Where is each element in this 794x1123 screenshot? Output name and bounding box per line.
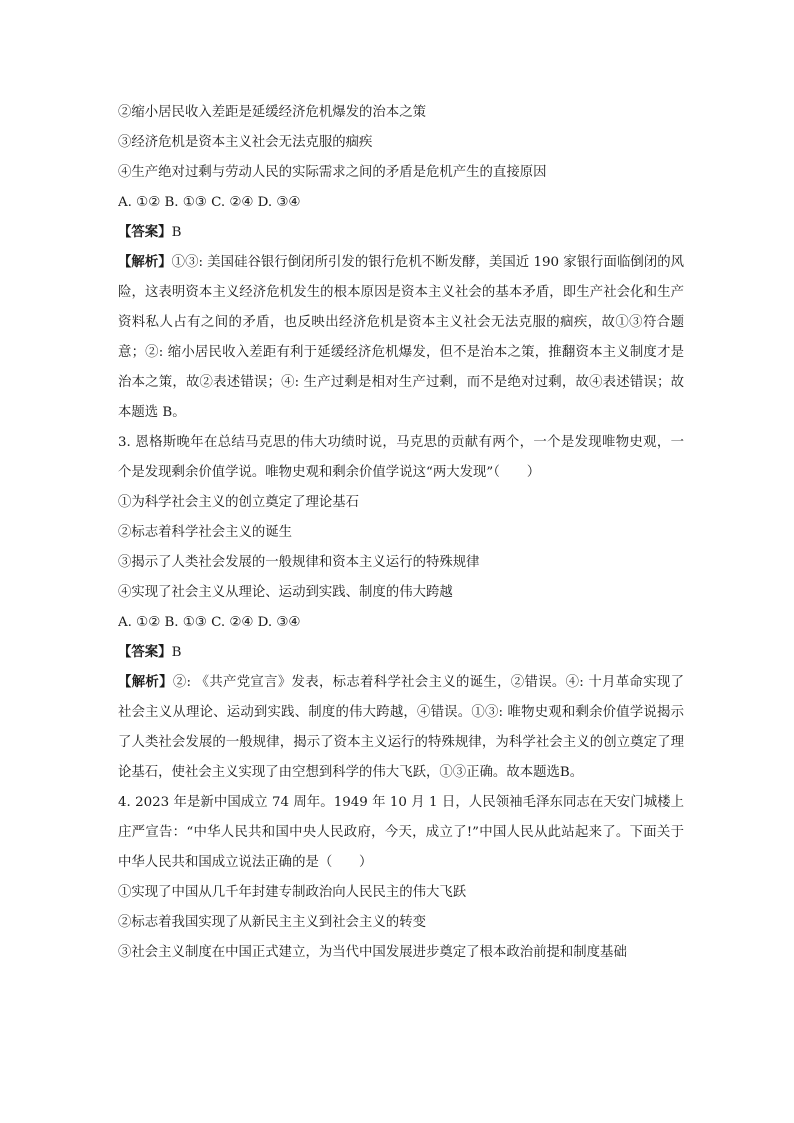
q4-option-2: ②标志着我国实现了从新民主主义到社会主义的转变 — [118, 915, 426, 930]
q2-option-4: ④生产绝对过剩与劳动人民的实际需求之间的矛盾是危机产生的直接原因 — [118, 165, 547, 180]
q2-option-2: ②缩小居民收入差距是延缓经济危机爆发的治本之策 — [118, 105, 426, 120]
q3-option-2: ②标志着科学社会主义的诞生 — [118, 525, 293, 540]
q3-choices: A. ①② B. ①③ C. ②④ D. ③④ — [118, 615, 301, 630]
analysis-text: ②: 《共产党宣言》发表，标志着科学社会主义的诞生，②错误。④: 十月革命实现了社会主义从理论、运动到实践、制度的伟大跨越，④错误。①③: 唯物史观和剩余价值学说揭示了人类社会发展的一般规律，揭示了资本主义运行的特殊规律，为科学社会主义的创立奠定了理论基石，使社会主义实现了由空想到科学的伟大飞跃，①③正确。故本题选B。 — [118, 675, 685, 780]
q3-answer — [118, 638, 684, 668]
q2-choices: A. ①② B. ①③ C. ②④ D. ③④ — [118, 195, 301, 210]
q3-analysis — [118, 668, 684, 788]
analysis-text: ①③: 美国硅谷银行倒闭所引发的银行危机不断发酵，美国近 190 家银行面临倒闭的风险，这表明资本主义经济危机发生的根本原因是资本主义社会的基本矛盾，即生产社会化和生产资料私人占有之间的矛盾，也反映出经济危机是资本主义社会无法克服的痼疾，故①③符合题意；②: 缩小居民收入差距有利于延缓经济危机爆发，但不是治本之策，推翻资本主义制度才是治本之策，故②表述错误；④: 生产过剩是相对生产过剩，而不是绝对过剩，故④表述错误；故本题选 B。 — [118, 255, 684, 420]
q2-answer — [118, 218, 684, 248]
answer-value: B — [171, 225, 182, 240]
q3-option-1: ①为科学社会主义的创立奠定了理论基石 — [118, 495, 360, 510]
q3-option-4: ④实现了社会主义从理论、运动到实践、制度的伟大跨越 — [118, 585, 453, 600]
q4-stem: 4. 2023 年是新中国成立 74 周年。1949 年 10 月 1 日，人民领袖毛泽东同志在天安门城楼上庄严宣告：“中华人民共和国中央人民政府，今天，成立了!”中国人民从此站起来了。下面关于中华人民共和国成立说法正确的是（ ） — [118, 795, 684, 870]
q2-option-3: ③经济危机是资本主义社会无法克服的痼疾 — [118, 135, 373, 150]
q3-stem: 3. 恩格斯晚年在总结马克思的伟大功绩时说，马克思的贡献有两个，一个是发现唯物史观，一个是发现剩余价值学说。唯物史观和剩余价值学说这“两大发现”（ ） — [118, 435, 684, 480]
analysis-tag: 【解析】 — [118, 255, 172, 270]
analysis-tag: 【解析】 — [118, 675, 173, 690]
q4-option-3: ③社会主义制度在中国正式建立，为当代中国发展进步奠定了根本政治前提和制度基础 — [118, 945, 627, 960]
answer-tag: 【答案】 — [118, 225, 172, 240]
q2-analysis — [118, 248, 684, 428]
document-page — [118, 98, 684, 968]
q4-option-1: ①实现了中国从几千年封建专制政治向人民民主的伟大飞跃 — [118, 885, 467, 900]
q3-option-3: ③揭示了人类社会发展的一般规律和资本主义运行的特殊规律 — [118, 555, 480, 570]
answer-value: B — [171, 645, 182, 660]
answer-tag: 【答案】 — [118, 645, 172, 660]
